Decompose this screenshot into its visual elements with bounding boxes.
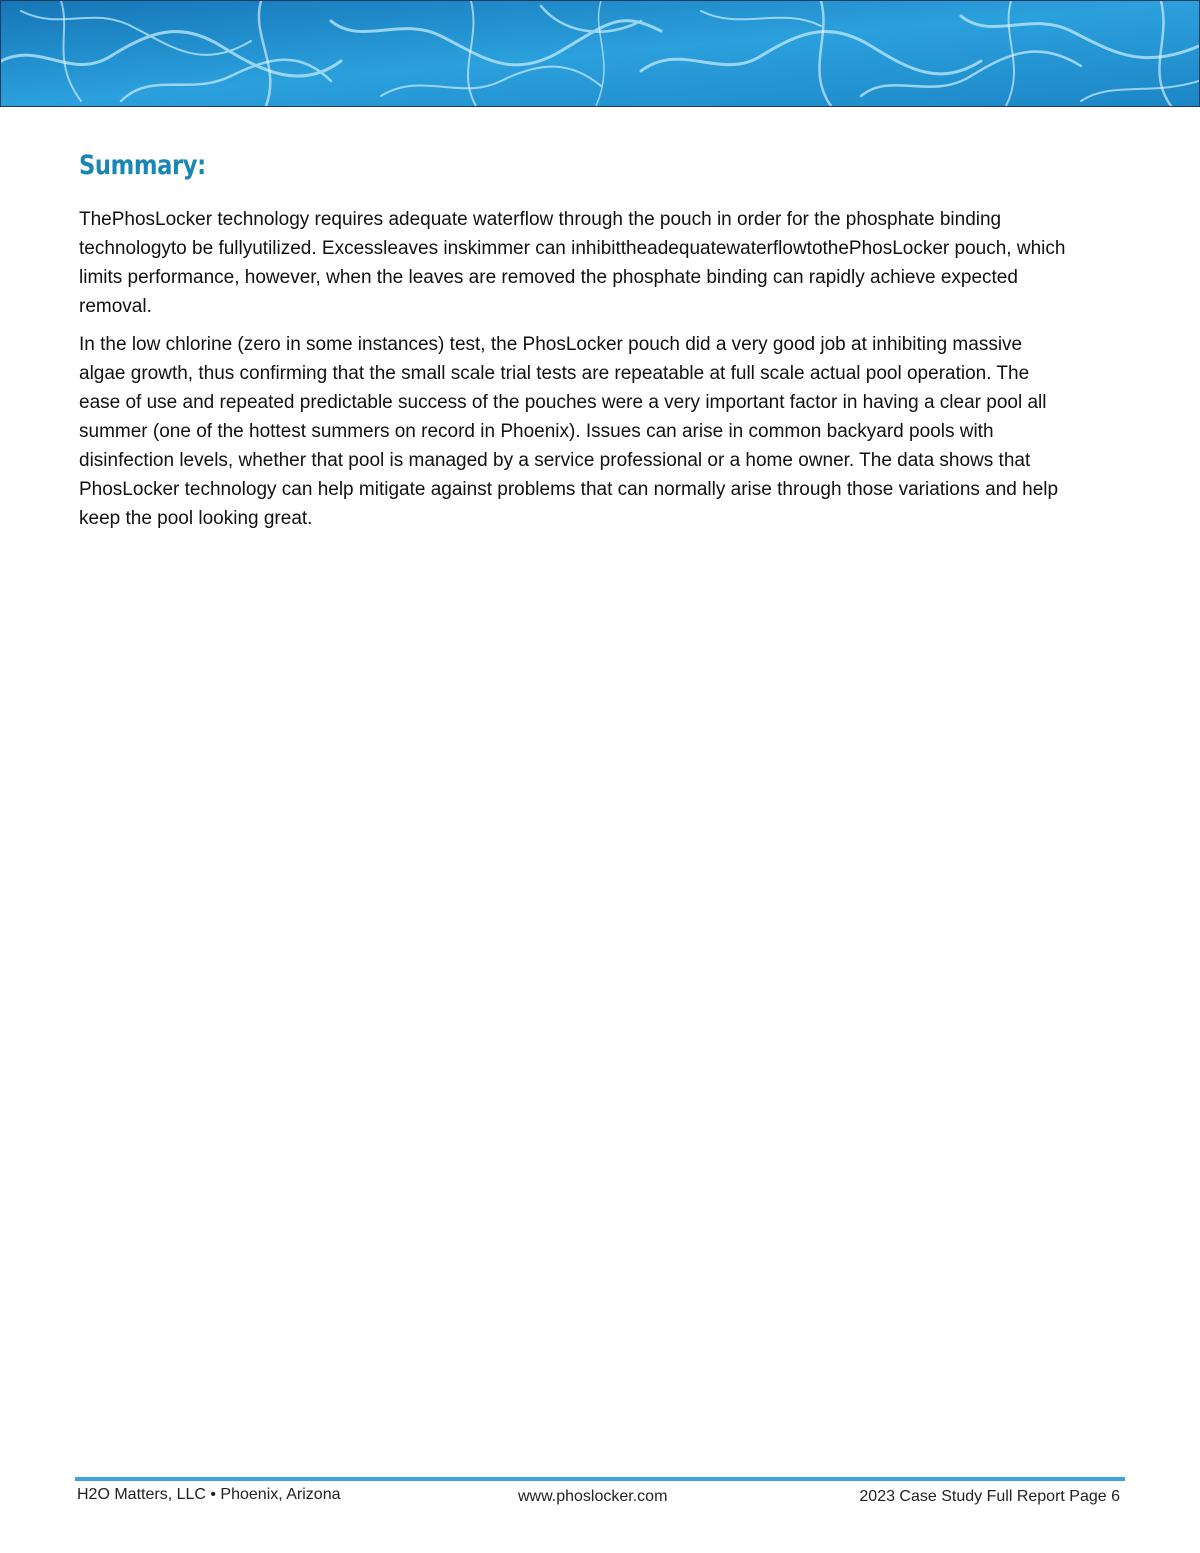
pool-water-banner	[0, 0, 1200, 107]
footer-divider	[75, 1477, 1125, 1481]
footer-website: www.phoslocker.com	[518, 1488, 668, 1505]
summary-paragraph-2: In the low chlorine (zero in some instances) test, the PhosLocker pouch did a very good job at inhibiting massive algae growth, thus confirming that the small scale trial tests are repeatable at full scale actual pool operation. The ease of use and repeated predictable success of the pouches were a very important factor in having a clear pool all summer (one of the hottest summers on record in Phoenix). Issues can arise in common backyard pools with disinfection levels, whether that pool is managed by a service professional or a home owner. The data shows that PhosLocker technology can help mitigate against problems that can normally arise through those variations and help keep the pool looking great.	[79, 334, 1059, 529]
summary-paragraph-1: ThePhosLocker technology requires adequate waterflow through the pouch in order for the phosphate binding technologyto be fullyutilized. Excessleaves inskimmer can inhibittheadequatewaterflowtothePhosLocker pouch, which limits performance, however, when the leaves are removed the phosphate binding can rapidly achieve expected removal.	[79, 209, 1066, 317]
footer-page-label: 2023 Case Study Full Report Page 6	[859, 1488, 1120, 1505]
water-caustics-image	[1, 1, 1199, 106]
summary-heading: Summary:	[79, 150, 206, 181]
summary-body	[79, 205, 1069, 542]
footer-company: H2O Matters, LLC • Phoenix, Arizona	[77, 1486, 341, 1503]
